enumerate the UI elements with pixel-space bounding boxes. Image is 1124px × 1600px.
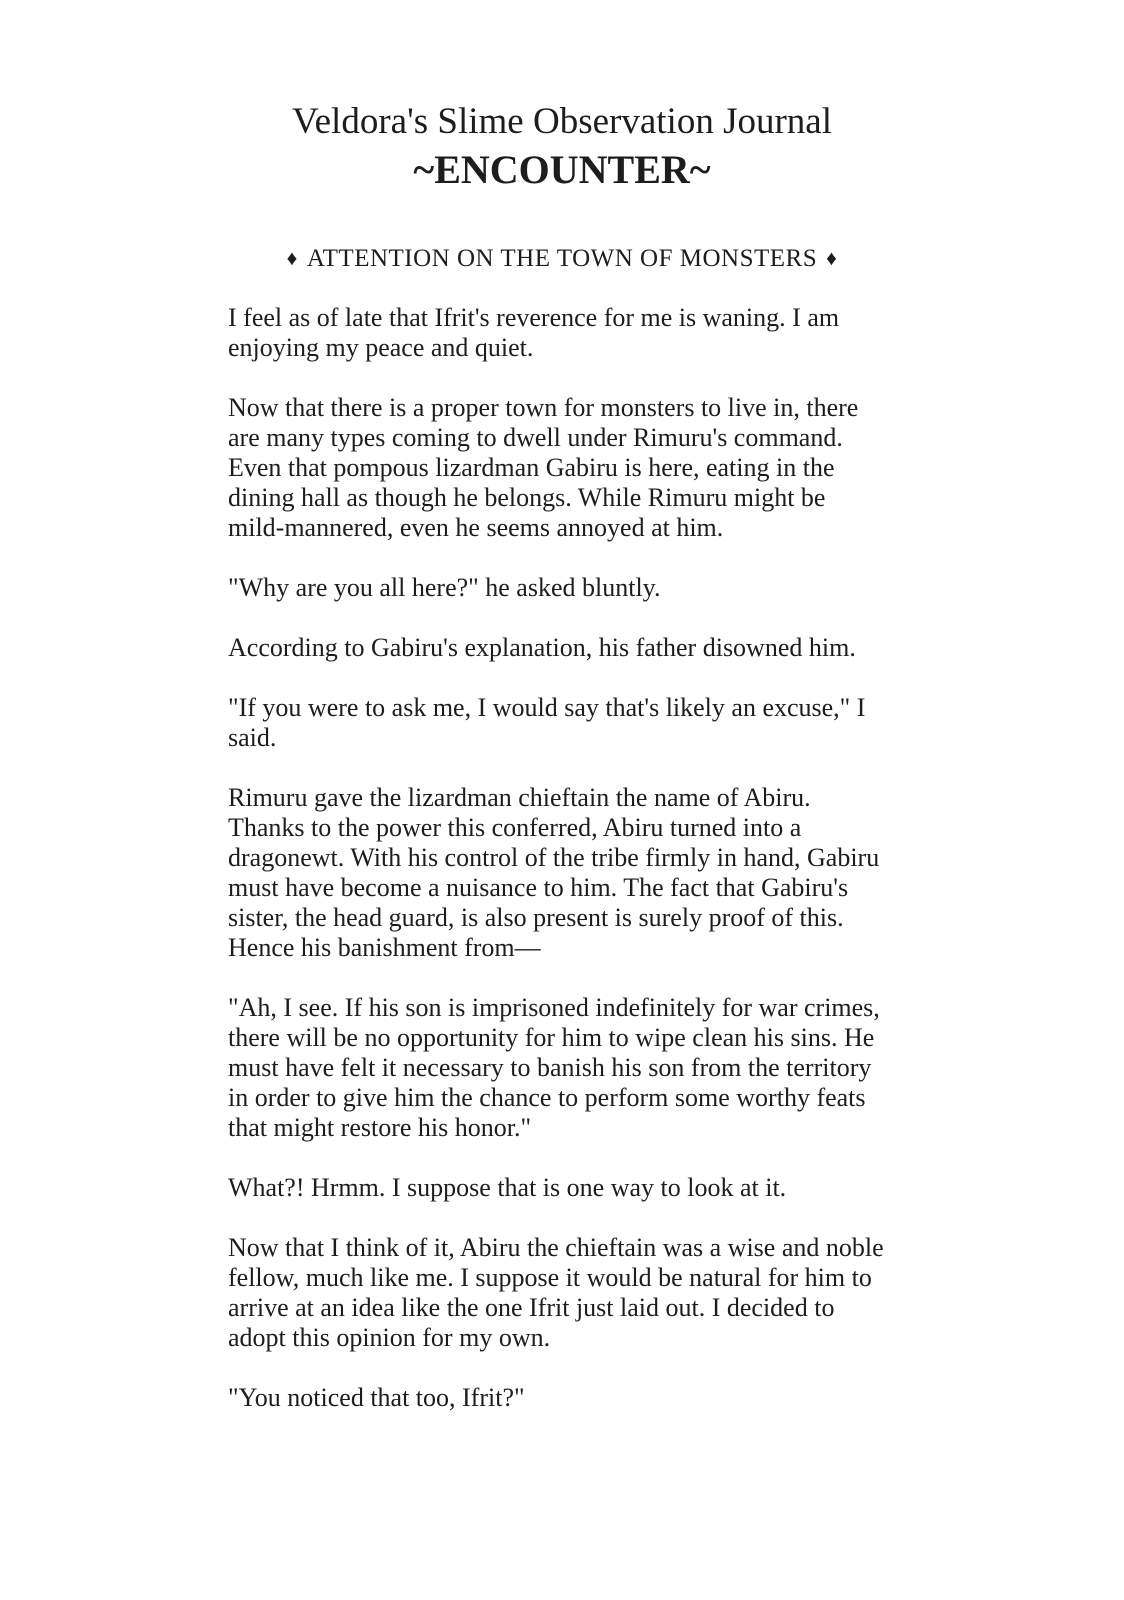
- paragraph: What?! Hrmm. I suppose that is one way to look at it.: [228, 1173, 787, 1202]
- paragraph: "You noticed that too, Ifrit?": [228, 1383, 525, 1412]
- paragraph: I feel as of late that Ifrit's reverence for me is waning. I am enjoying my peace and quiet.: [228, 303, 840, 362]
- page-header: [0, 0, 1124, 194]
- page-subtitle: ~ENCOUNTER~: [413, 147, 711, 192]
- paragraph: Now that there is a proper town for monsters to live in, there are many types coming to dwell under Rimuru's command. Even that pompous lizardman Gabiru is here, eating in the dining hall as though he belongs. While Rimuru might be mild-mannered, even he seems annoyed at him.: [228, 393, 859, 542]
- paragraph: "Ah, I see. If his son is imprisoned indefinitely for war crimes, there will be no opportunity for him to wipe clean his sins. He must have felt it necessary to banish his son from the territory in order to give him the chance to perform some worthy feats that might restore his honor.": [228, 993, 880, 1142]
- paragraph: "If you were to ask me, I would say that's likely an excuse," I said.: [228, 693, 866, 752]
- paragraph: According to Gabiru's explanation, his father disowned him.: [228, 633, 856, 662]
- paragraph: Now that I think of it, Abiru the chieftain was a wise and noble fellow, much like me. I suppose it would be natural for him to arrive at an idea like the one Ifrit just laid out. I decided to adopt this opinion for my own.: [228, 1233, 884, 1352]
- section-heading: [0, 242, 1124, 275]
- journal-body: [228, 303, 884, 1413]
- diamond-icon: ♦: [286, 246, 298, 270]
- paragraph: "Why are you all here?" he asked bluntly.: [228, 573, 661, 602]
- diamond-icon: ♦: [826, 246, 838, 270]
- section-heading-text: ATTENTION ON THE TOWN OF MONSTERS: [306, 245, 818, 272]
- paragraph: Rimuru gave the lizardman chieftain the name of Abiru. Thanks to the power this conferred, Abiru turned into a dragonewt. With his control of the tribe firmly in hand, Gabiru must have become a nuisance to him. The fact that Gabiru's sister, the head guard, is also present is surely proof of this. Hence his banishment from—: [228, 783, 880, 962]
- page-title: Veldora's Slime Observation Journal: [292, 101, 832, 142]
